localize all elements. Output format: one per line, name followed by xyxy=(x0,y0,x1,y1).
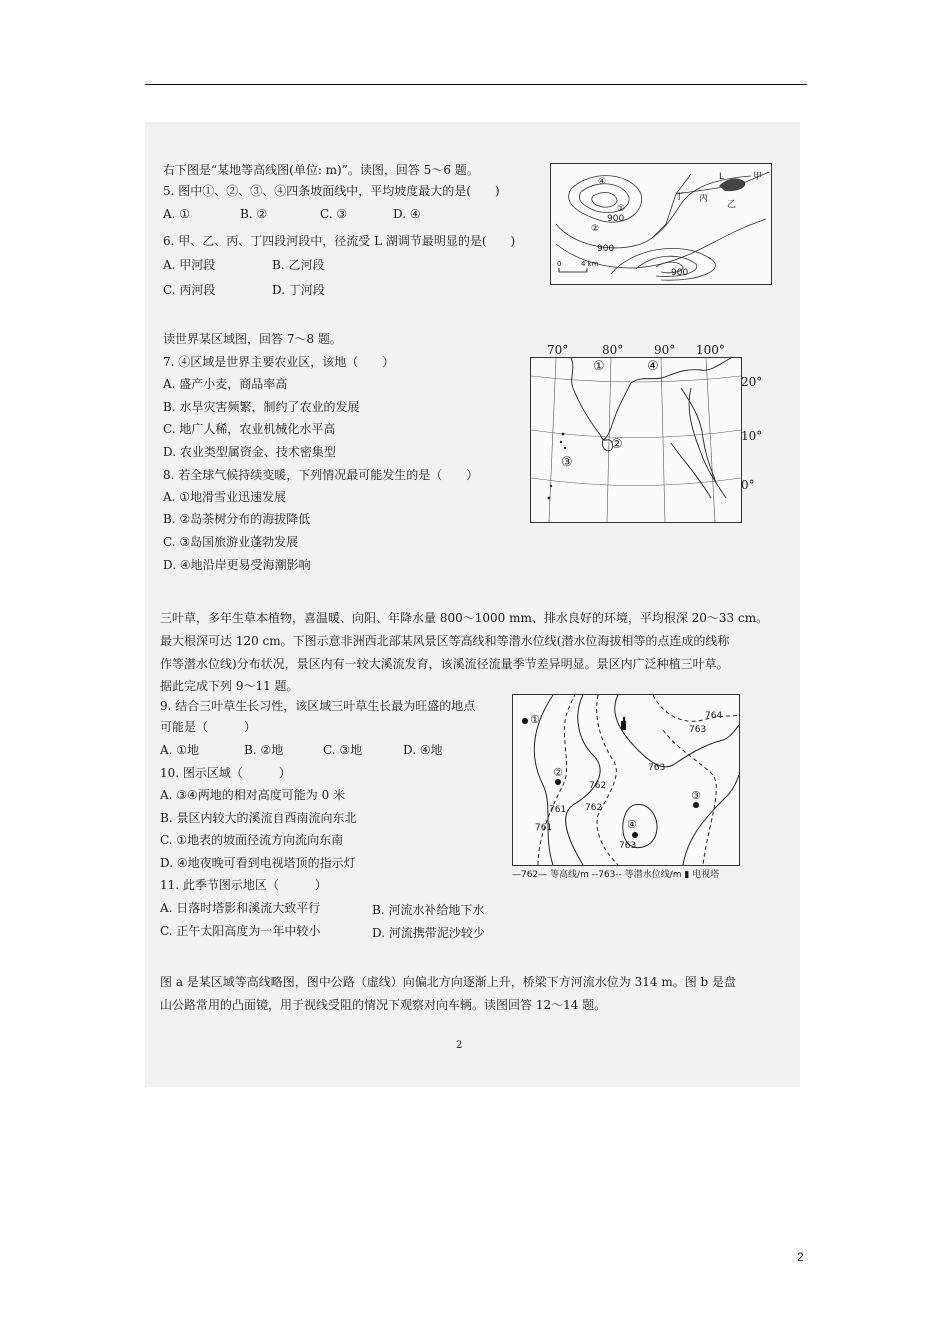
q9-11-intro-line2: 最大根深可达 120 cm。下图示意非洲西北部某风景区等高线和等潜水位线(潜水位海拔相等的点连成的线称 xyxy=(160,634,730,648)
q7-option-d: D. 农业类型属资金、技术密集型 xyxy=(163,445,336,459)
fig3-label-761b: 761 xyxy=(535,823,553,833)
fig3-point-3: ③ xyxy=(691,789,701,802)
fig3-label-764: 764 xyxy=(705,711,723,721)
fig3-point-1: ① xyxy=(530,713,540,726)
fig1-label-4: ④ xyxy=(598,177,607,187)
q6-option-d: D. 丁河段 xyxy=(272,283,325,297)
q5-option-a: A. ① xyxy=(163,207,191,221)
fig3-label-763a: 763 xyxy=(689,725,707,735)
fig3-label-762: 762 xyxy=(589,781,607,791)
fig1-label-yi: 乙 xyxy=(727,200,737,210)
q9-11-intro-line4: 据此完成下列 9～11 题。 xyxy=(160,679,299,693)
fig1-label-jia: 甲 xyxy=(753,172,763,182)
q9-stem-line2: 可能是（ ） xyxy=(160,720,257,734)
fig3-label-761a: 761 xyxy=(549,805,567,815)
q12-14-intro-line1: 图 a 是某区域等高线略图，图中公路（虚线）向偏北方向逐渐上升，桥梁下方河流水位为 314 m。图 b 是盘 xyxy=(160,975,737,989)
fig1-label-1: ① xyxy=(617,204,626,214)
q6-option-b: B. 乙河段 xyxy=(272,258,325,272)
fig2-label-3: ③ xyxy=(561,455,573,470)
q6-option-c: C. 丙河段 xyxy=(163,283,216,297)
fig2-lon-80: 80° xyxy=(602,343,624,357)
q10-option-a: A. ③④两地的相对高度可能为 0 米 xyxy=(160,788,346,802)
q9-option-a: A. ①地 xyxy=(160,743,200,757)
fig3-label-763b: 763 xyxy=(648,763,666,773)
q8-option-d: D. ④地沿岸更易受海潮影响 xyxy=(163,558,311,572)
q10-option-b: B. 景区内较大的溪流自西南流向东北 xyxy=(160,811,357,825)
q5-option-b: B. ② xyxy=(240,207,268,221)
fig3-point-2: ② xyxy=(553,766,563,779)
fig2-lon-90: 90° xyxy=(654,343,676,357)
fig2-lat-0: 0° xyxy=(741,478,755,492)
q8-option-a: A. ①地滑雪业迅速发展 xyxy=(163,490,287,504)
page-number: 2 xyxy=(797,1250,804,1264)
fig1-contour-900-c: 900 xyxy=(671,268,689,278)
fig2-lat-10: 10° xyxy=(741,429,763,443)
q9-option-b: B. ②地 xyxy=(244,743,284,757)
contour-map-figure xyxy=(550,163,772,285)
fig2-lon-100: 100° xyxy=(696,343,725,357)
q7-8-intro: 读世界某区域图，回答 7～8 题。 xyxy=(163,332,342,346)
q9-stem-line1: 9. 结合三叶草生长习性，该区域三叶草生长最为旺盛的地点 xyxy=(160,699,476,713)
q9-option-c: C. ③地 xyxy=(323,743,363,757)
q6-option-a: A. 甲河段 xyxy=(163,258,216,272)
world-region-map-figure xyxy=(530,357,742,523)
q10-option-d: D. ④地夜晚可看到电视塔顶的指示灯 xyxy=(160,856,356,870)
q7-stem: 7. ④区域是世界主要农业区，该地（ ） xyxy=(163,355,395,369)
fig1-scale-4km: 4 km xyxy=(581,260,599,268)
fig2-label-1: ① xyxy=(593,359,605,374)
fig1-contour-900-a: 900 xyxy=(607,214,625,224)
q11-option-d: D. 河流携带泥沙较少 xyxy=(372,926,485,940)
q5-option-c: C. ③ xyxy=(320,207,348,221)
q5-stem: 5. 图中①、②、③、④四条坡面线中，平均坡度最大的是( ) xyxy=(163,184,500,198)
q8-option-c: C. ③岛国旅游业蓬勃发展 xyxy=(163,535,299,549)
fig3-label-762b: 762 xyxy=(585,803,603,813)
fig3-label-763c: 763 xyxy=(619,841,637,851)
q10-stem: 10. 图示区域（ ） xyxy=(160,766,291,780)
q9-11-intro-line1: 三叶草，多年生草本植物，喜温暖、向阳、年降水量 800～1000 mm、排水良好的环境，平均根深 20～33 cm。 xyxy=(160,611,769,625)
fig2-lon-70: 70° xyxy=(547,343,569,357)
fig2-label-2: ② xyxy=(611,437,623,452)
fig1-label-ding: 丁 xyxy=(675,192,685,202)
q11-option-b: B. 河流水补给地下水 xyxy=(372,903,485,917)
fig1-label-bing: 丙 xyxy=(699,194,709,204)
q12-14-intro-line2: 山公路常用的凸面镜，用于视线受阻的情况下观察对向车辆。读图回答 12～14 题。 xyxy=(160,998,607,1012)
fig3-point-4: ④ xyxy=(627,818,637,831)
scanned-page-number: 2 xyxy=(456,1040,463,1051)
fig1-contour-900-b: 900 xyxy=(597,244,615,254)
q5-option-d: D. ④ xyxy=(393,207,421,221)
q7-option-a: A. 盛产小麦，商品率高 xyxy=(163,377,288,391)
q10-option-c: C. ①地表的坡面径流方向流向东南 xyxy=(160,833,344,847)
fig1-scale-0: 0 xyxy=(557,260,562,268)
header-rule xyxy=(145,84,807,85)
q8-option-b: B. ②岛茶树分布的海拔降低 xyxy=(163,512,311,526)
q11-option-c: C. 正午太阳高度为一年中较小 xyxy=(160,924,321,938)
fig3-legend: —762— 等高线/m ‐‐763‐‐ 等潜水位线/m ▮ 电视塔 xyxy=(512,870,720,880)
fig1-label-2: ② xyxy=(591,224,600,234)
fig1-label-lake-L: L xyxy=(719,172,725,182)
q11-stem: 11. 此季节图示地区（ ） xyxy=(160,878,327,892)
q9-option-d: D. ④地 xyxy=(403,743,443,757)
q7-option-c: C. 地广人稀，农业机械化水平高 xyxy=(163,422,336,436)
fig2-label-4: ④ xyxy=(647,359,659,374)
q7-option-b: B. 水旱灾害频繁，制约了农业的发展 xyxy=(163,400,360,414)
fig2-lat-20: 20° xyxy=(741,375,763,389)
world-region-map-drawing xyxy=(531,358,741,522)
q11-option-a: A. 日落时塔影和溪流大致平行 xyxy=(160,901,321,915)
contour-water-table-figure xyxy=(512,694,740,866)
q8-stem: 8. 若全球气候持续变暖，下列情况最可能发生的是（ ） xyxy=(163,468,479,482)
q9-11-intro-line3: 作等潜水位线)分布状况，景区内有一较大溪流发育，该溪流径流量季节差异明显。景区内广泛种植三叶草。 xyxy=(160,657,729,671)
q6-stem: 6. 甲、乙、丙、丁四段河段中，径流受 L 湖调节最明显的是( ) xyxy=(163,234,516,248)
q5-6-intro: 右下图是“某地等高线图(单位: m)”。读图，回答 5～6 题。 xyxy=(163,163,479,177)
